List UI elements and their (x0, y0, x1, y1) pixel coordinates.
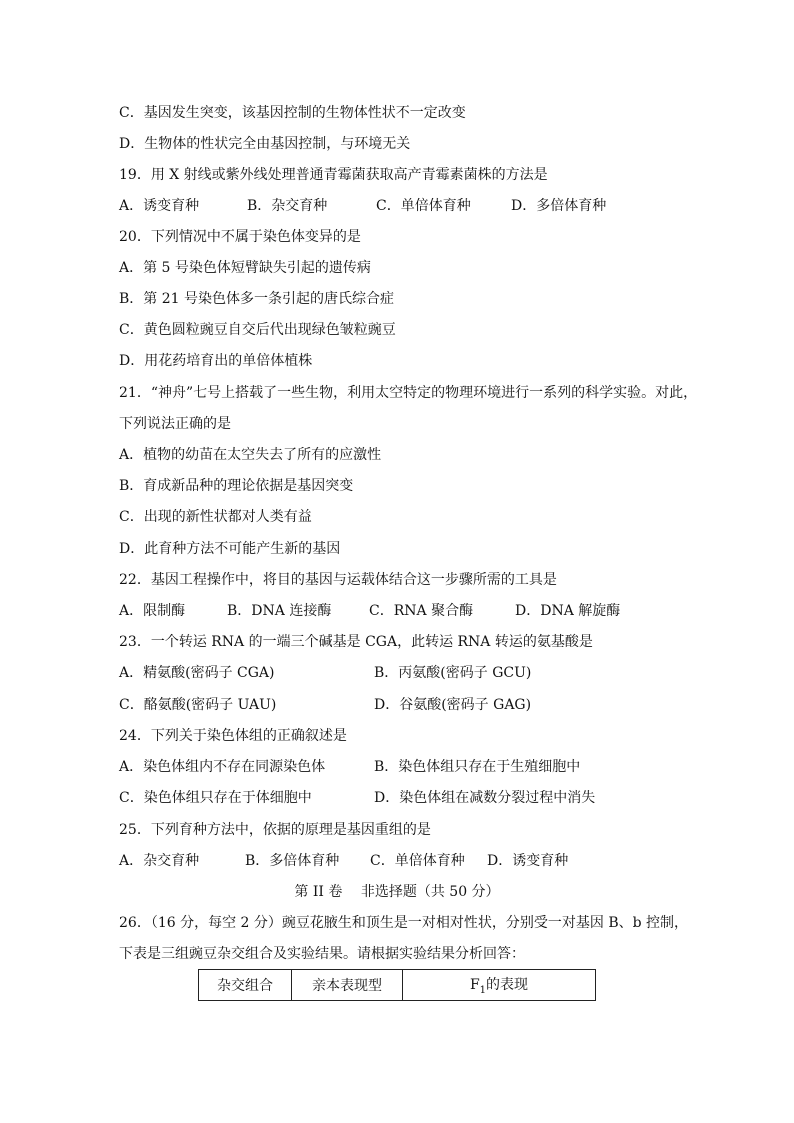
f1-label: F (469, 977, 480, 994)
q23-option-a: A．精氨酸(密码子 CGA) (119, 665, 275, 681)
q26-stem-line1: 26．（16 分，每空 2 分）豌豆花腋生和顶生是一对相对性状，分别受一对基因 B、b 控制， (119, 915, 689, 931)
q24-stem: 24．下列关于染色体组的正确叙述是 (119, 728, 347, 744)
q20-stem: 20．下列情况中不属于染色体变异的是 (119, 229, 361, 245)
q21-stem-line2: 下列说法正确的是 (119, 416, 231, 432)
q25-stem: 25．下列育种方法中，依据的原理是基因重组的是 (119, 822, 431, 838)
q20-option-b: B．第 21 号染色体多一条引起的唐氏综合症 (119, 291, 395, 307)
f1-subscript: 1 (479, 984, 487, 996)
q19-stem: 19．用 X 射线或紫外线处理普通青霉菌获取高产青霉素菌株的方法是 (119, 167, 548, 183)
q25-option-c: C．单倍体育种 (370, 853, 465, 869)
cross-results-table (198, 969, 596, 1001)
q19-option-c: C．单倍体育种 (376, 198, 471, 214)
q18-option-d: D．生物体的性状完全由基因控制，与环境无关 (119, 136, 411, 152)
q25-option-d: D．诱变育种 (487, 853, 569, 869)
f1-label-suffix: 的表现 (486, 977, 529, 994)
q20-option-c: C．黄色圆粒豌豆自交后代出现绿色皱粒豌豆 (119, 322, 396, 338)
q24-option-a: A．染色体组内不存在同源染色体 (119, 759, 326, 775)
q21-stem-line1: 21．“神舟”七号上搭载了一些生物，利用太空特定的物理环境进行一系列的科学实验。对此， (119, 385, 698, 401)
q22-stem: 22．基因工程操作中，将目的基因与运载体结合这一步骤所需的工具是 (119, 572, 557, 588)
table-header-row (199, 970, 596, 1001)
q21-option-a: A．植物的幼苗在太空失去了所有的应激性 (119, 447, 382, 463)
q21-option-d: D．此育种方法不可能产生新的基因 (119, 541, 341, 557)
q20-option-d: D．用花药培育出的单倍体植株 (119, 353, 313, 369)
q26-stem-line2: 下表是三组豌豆杂交组合及实验结果。请根据实验结果分析回答： (119, 946, 525, 962)
section-2-heading: 第 II 卷 非选择题（共 50 分） (294, 884, 500, 900)
q21-option-b: B．育成新品种的理论依据是基因突变 (119, 478, 354, 494)
q21-option-c: C．出现的新性状都对人类有益 (119, 509, 312, 525)
q19-option-a: A．诱变育种 (119, 198, 200, 214)
table-header-cross: 杂交组合 (199, 970, 292, 1001)
q20-option-a: A．第 5 号染色体短臂缺失引起的遗传病 (119, 260, 371, 276)
q24-option-b: B．染色体组只存在于生殖细胞中 (374, 759, 581, 775)
q23-option-c: C．酪氨酸(密码子 UAU) (119, 697, 277, 713)
q25-option-a: A．杂交育种 (119, 853, 200, 869)
table-header-parents: 亲本表现型 (292, 970, 403, 1001)
q22-option-a: A．限制酶 (119, 603, 186, 619)
q22-option-d: D．DNA 解旋酶 (515, 603, 621, 619)
q22-option-c: C．RNA 聚合酶 (369, 603, 474, 619)
table-header-f1 (403, 970, 596, 1001)
q18-option-c: C．基因发生突变，该基因控制的生物体性状不一定改变 (119, 105, 466, 121)
q24-option-d: D．染色体组在减数分裂过程中消失 (374, 790, 596, 806)
q19-option-d: D．多倍体育种 (511, 198, 607, 214)
q24-option-c: C．染色体组只存在于体细胞中 (119, 790, 312, 806)
q23-option-d: D．谷氨酸(密码子 GAG) (374, 697, 532, 713)
q23-stem: 23．一个转运 RNA 的一端三个碱基是 CGA，此转运 RNA 转运的氨基酸是 (119, 634, 593, 650)
q25-option-b: B．多倍体育种 (245, 853, 340, 869)
q23-option-b: B．丙氨酸(密码子 GCU) (374, 665, 532, 681)
q19-option-b: B．杂交育种 (247, 198, 328, 214)
q22-option-b: B．DNA 连接酶 (227, 603, 332, 619)
